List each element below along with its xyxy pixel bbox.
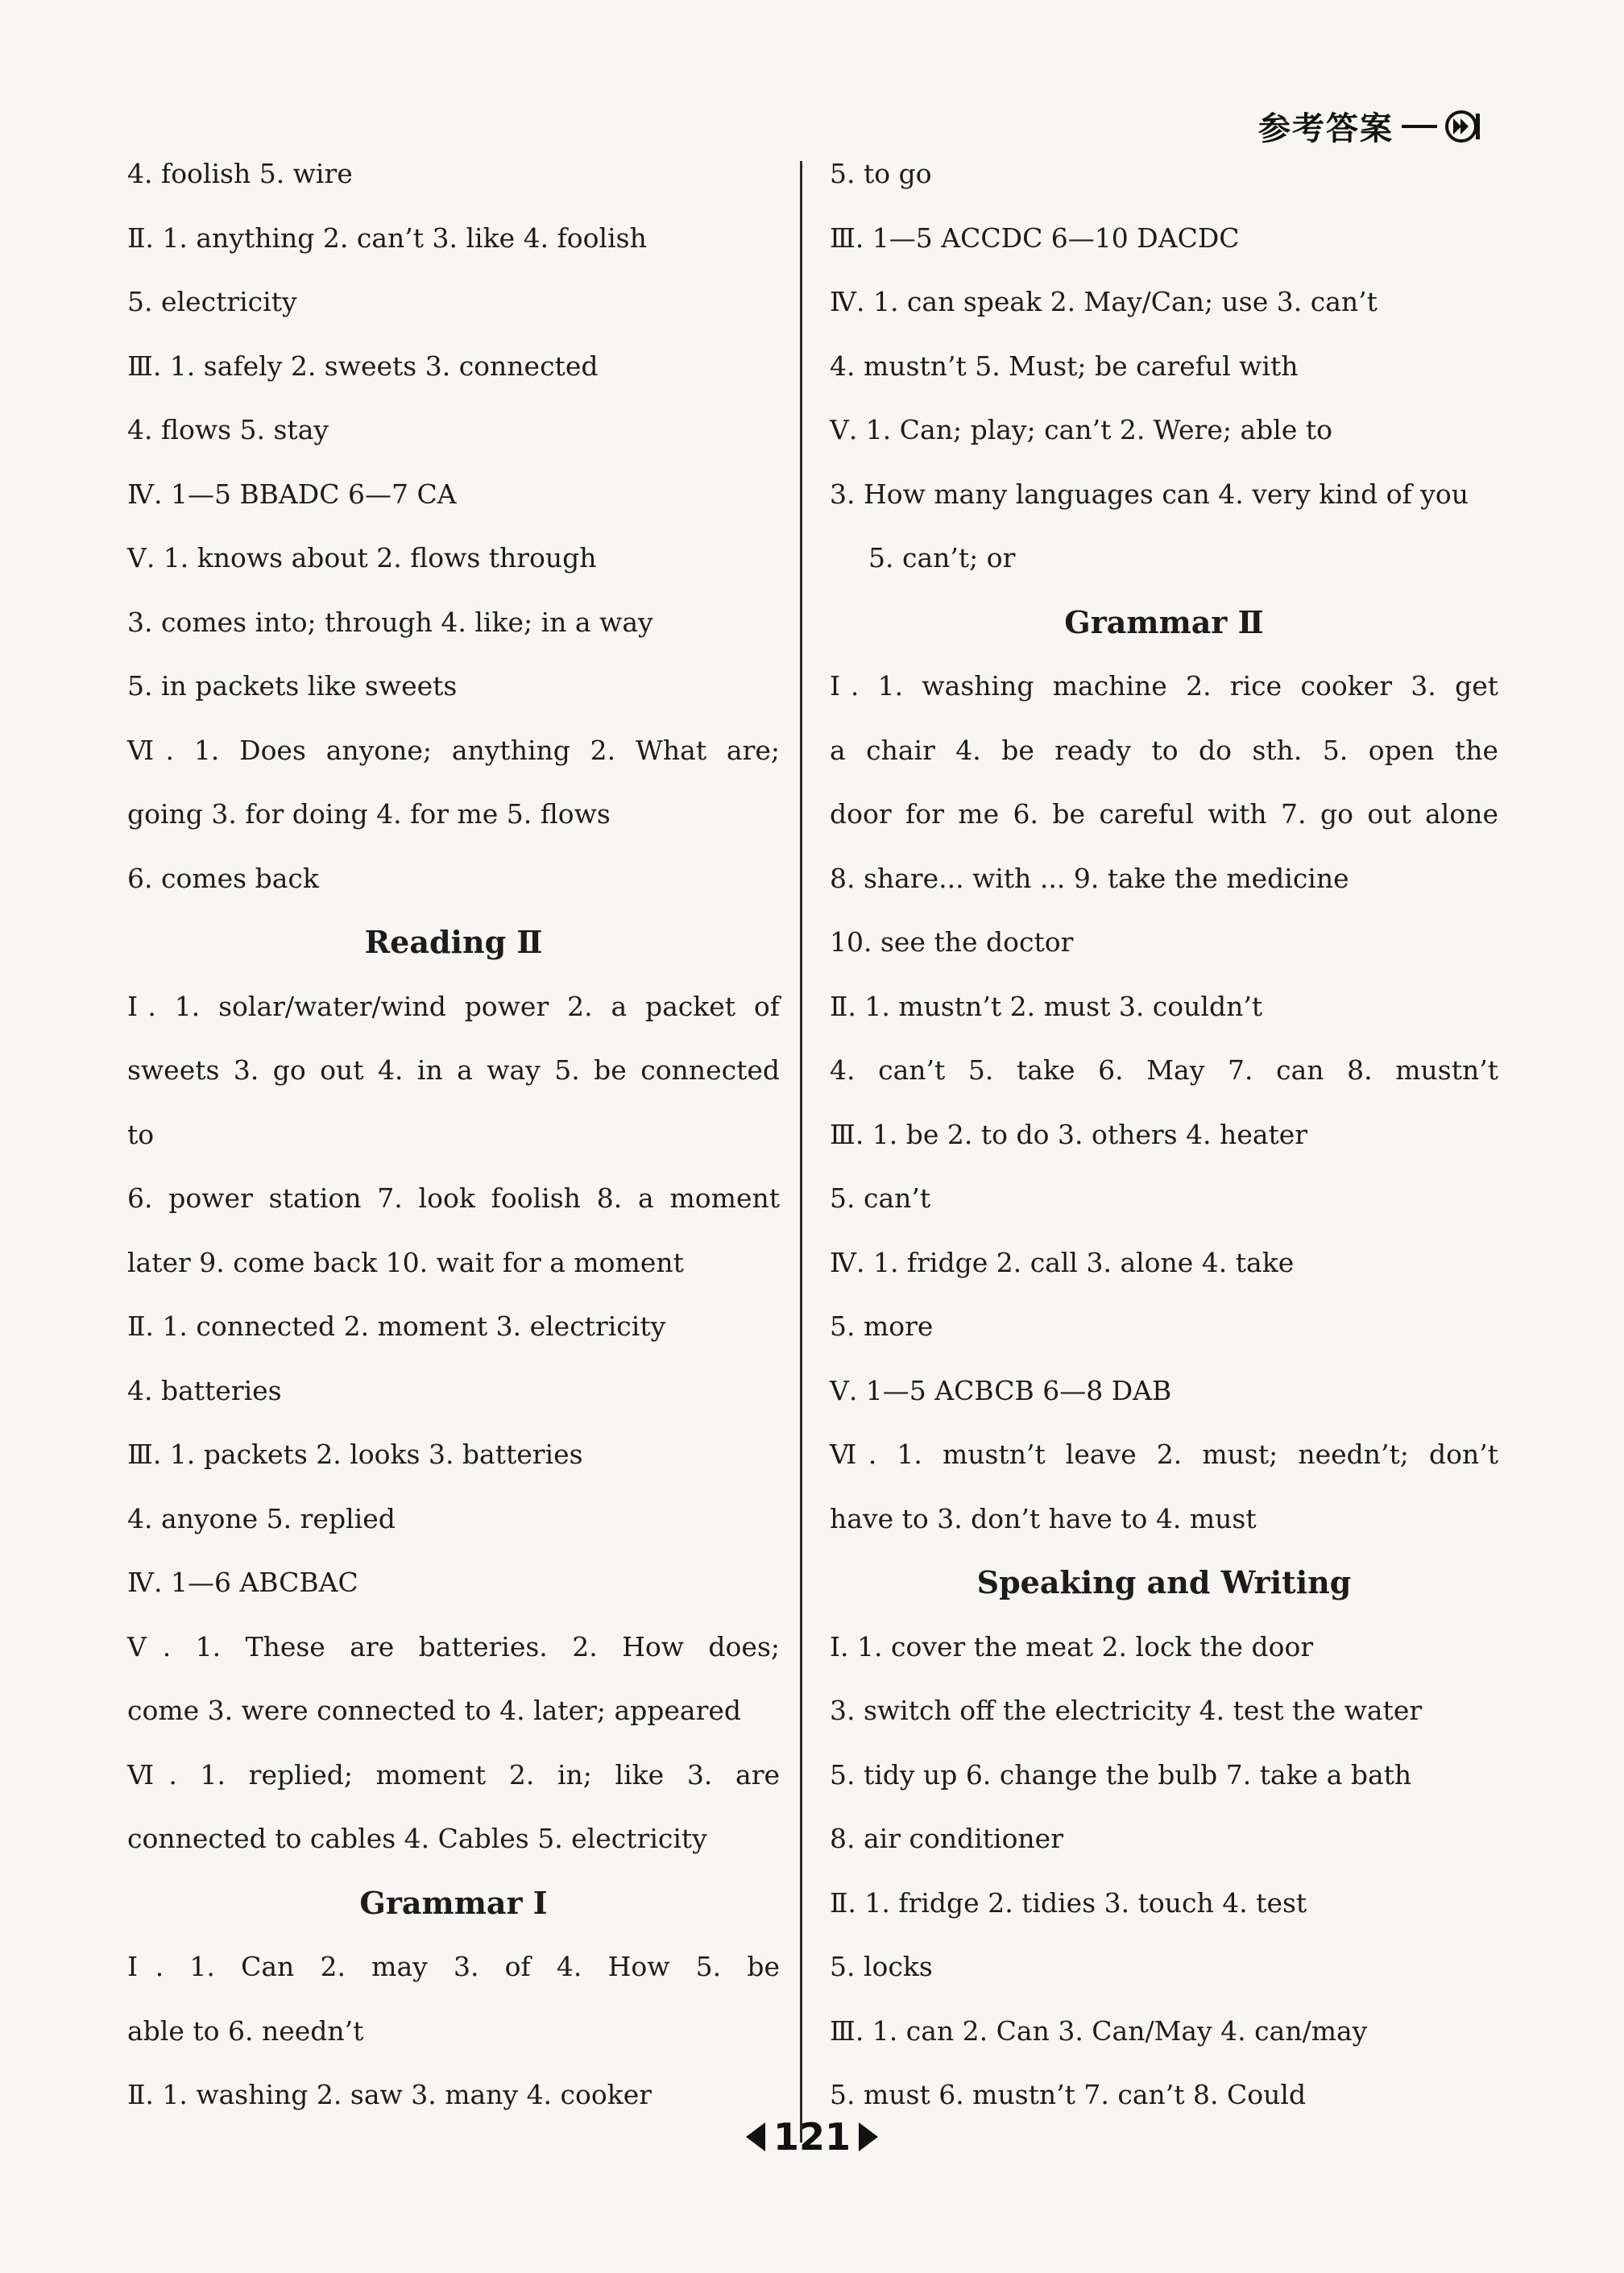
right-column — [830, 158, 1498, 2143]
answer-line: Ⅴ. 1—5 ACBCB 6—8 DAB — [830, 1374, 1172, 1406]
answer-line: Ⅰ. 1. cover the meat 2. lock the door — [830, 1630, 1314, 1662]
answer-line: going 3. for doing 4. for me 5. flows — [127, 798, 611, 830]
answer-line: Ⅱ. 1. mustn’t 2. must 3. couldn’t — [830, 990, 1263, 1022]
header-title: 参考答案 — [1258, 110, 1394, 147]
answer-line: 5. must 6. mustn’t 7. can’t 8. Could — [830, 2079, 1307, 2110]
answer-line: 8. air conditioner — [830, 1823, 1063, 1854]
answer-line: Ⅰ. 1. Can 2. may 3. of 4. How 5. be — [127, 1951, 780, 1982]
answer-line: Ⅱ. 1. washing 2. saw 3. many 4. cooker — [127, 2079, 652, 2110]
answer-line: sweets 3. go out 4. in a way 5. be connected — [127, 1054, 780, 1086]
answer-line: Ⅵ. 1. replied; moment 2. in; like 3. are — [127, 1758, 780, 1791]
answer-line: Ⅴ. 1. knows about 2. flows through — [127, 542, 597, 573]
section-heading: Speaking and Writing — [976, 1564, 1352, 1600]
page-number: 121 — [773, 2115, 851, 2159]
answer-line: 6. power station 7. look foolish 8. a moment — [127, 1182, 780, 1214]
answer-line: Ⅳ. 1. can speak 2. May/Can; use 3. can’t — [830, 286, 1378, 317]
answer-line: Ⅲ. 1—5 ACCDC 6—10 DACDC — [830, 222, 1240, 254]
fast-forward-icon — [1445, 109, 1481, 144]
answer-line: 4. batteries — [127, 1374, 282, 1406]
answer-line: Ⅱ. 1. fridge 2. tidies 3. touch 4. test — [830, 1886, 1307, 1919]
answer-line: 5. can’t; or — [868, 542, 1016, 573]
answer-line: 5. can’t — [830, 1182, 931, 1214]
answer-line: Ⅵ. 1. mustn’t leave 2. must; needn’t; don’t — [830, 1439, 1498, 1470]
answer-line: 5. locks — [830, 1951, 933, 1982]
answer-line: Ⅴ. 1. These are batteries. 2. How does; — [127, 1630, 780, 1662]
answer-line: have to 3. don’t have to 4. must — [830, 1502, 1257, 1534]
answer-line: 5. tidy up 6. change the bulb 7. take a bath — [830, 1758, 1412, 1791]
answer-line: door for me 6. be careful with 7. go out alone — [830, 798, 1498, 830]
answer-line: Ⅳ. 1. fridge 2. call 3. alone 4. take — [830, 1246, 1295, 1278]
answer-line: Ⅲ. 1. safely 2. sweets 3. connected — [127, 350, 599, 382]
answer-line: Ⅴ. 1. Can; play; can’t 2. Were; able to — [830, 414, 1332, 445]
answer-line: come 3. were connected to 4. later; appeared — [127, 1695, 742, 1726]
answer-line: 4. flows 5. stay — [127, 414, 329, 445]
page-header — [1258, 103, 1481, 149]
answer-line: Ⅳ. 1—5 BBADC 6—7 CA — [127, 478, 457, 510]
answer-line: Ⅲ. 1. can 2. Can 3. Can/May 4. can/may — [830, 2014, 1368, 2047]
answer-line: Ⅲ. 1. packets 2. looks 3. batteries — [127, 1439, 583, 1470]
section-heading: Reading Ⅱ — [364, 924, 543, 960]
answer-line: 3. comes into; through 4. like; in a way — [127, 606, 653, 638]
answer-line: later 9. come back 10. wait for a moment — [127, 1246, 684, 1278]
answer-line: 5. electricity — [127, 286, 297, 317]
section-heading: Grammar Ⅰ — [359, 1884, 548, 1921]
header-dash — [1402, 125, 1437, 128]
answer-line: 4. mustn’t 5. Must; be careful with — [830, 350, 1299, 382]
answer-line: Ⅳ. 1—6 ABCBAC — [127, 1567, 358, 1598]
answer-line: 5. more — [830, 1310, 934, 1342]
answer-line: 5. to go — [830, 158, 932, 189]
answer-line: able to 6. needn’t — [127, 2014, 364, 2047]
answer-line: to — [127, 1118, 155, 1150]
answer-line: connected to cables 4. Cables 5. electricity — [127, 1823, 707, 1854]
triangle-right-icon — [859, 2122, 878, 2151]
answer-line: 8. share... with ... 9. take the medicine — [830, 862, 1349, 894]
answer-line: 6. comes back — [127, 862, 319, 894]
section-heading: Grammar Ⅱ — [1064, 603, 1264, 640]
triangle-left-icon — [746, 2122, 765, 2151]
answer-line: 10. see the doctor — [830, 926, 1074, 958]
left-column — [127, 158, 780, 2143]
answer-line: 3. How many languages can 4. very kind of you — [830, 478, 1469, 510]
answer-line: Ⅱ. 1. connected 2. moment 3. electricity — [127, 1310, 666, 1342]
answer-line: Ⅲ. 1. be 2. to do 3. others 4. heater — [830, 1118, 1308, 1150]
answer-line: 3. switch off the electricity 4. test the water — [830, 1695, 1423, 1726]
page-footer — [0, 2115, 1624, 2159]
answer-line: 4. anyone 5. replied — [127, 1502, 396, 1534]
answer-line: Ⅵ. 1. Does anyone; anything 2. What are; — [127, 734, 780, 766]
answer-line: 4. can’t 5. take 6. May 7. can 8. mustn’t — [830, 1054, 1498, 1086]
answer-line: Ⅰ. 1. washing machine 2. rice cooker 3. get — [830, 670, 1498, 702]
answer-line: a chair 4. be ready to do sth. 5. open the — [830, 734, 1498, 766]
answer-line: 4. foolish 5. wire — [127, 158, 353, 189]
answer-line: Ⅱ. 1. anything 2. can’t 3. like 4. foolish — [127, 222, 647, 254]
answer-line: 5. in packets like sweets — [127, 670, 458, 702]
answer-line: Ⅰ. 1. solar/water/wind power 2. a packet of — [127, 990, 780, 1022]
column-divider — [800, 161, 802, 2143]
